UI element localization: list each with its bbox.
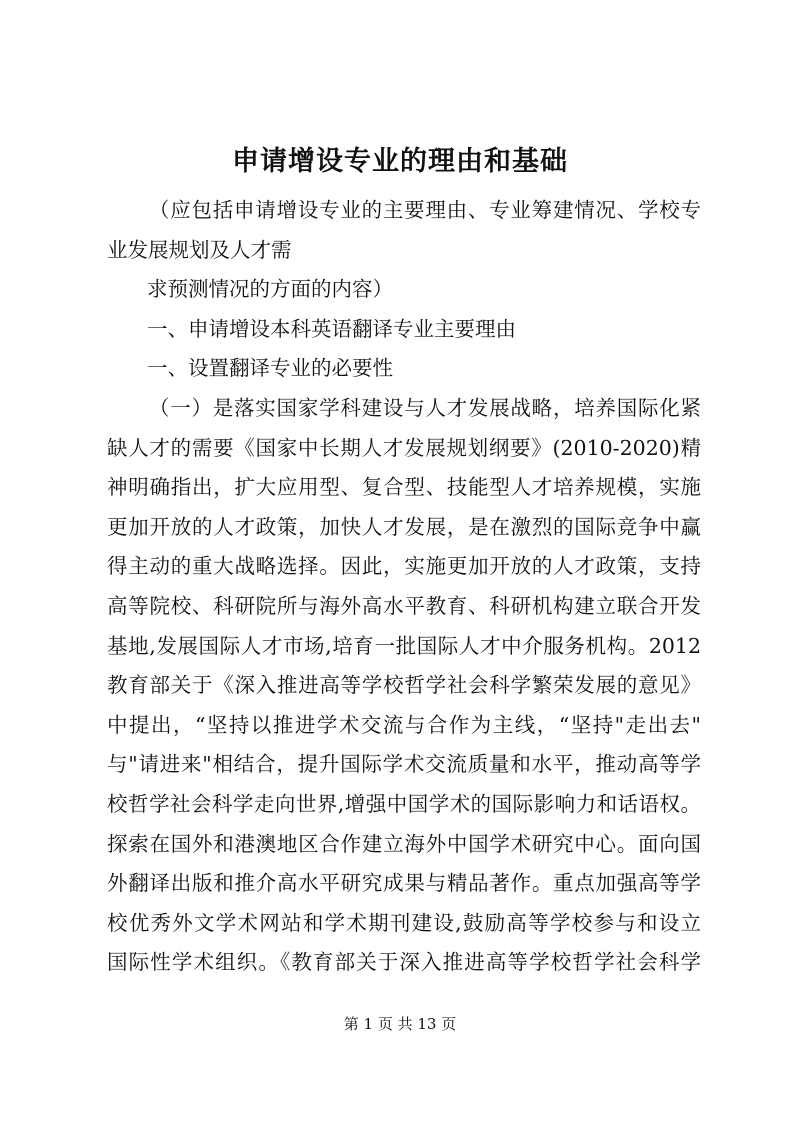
body-line: 中提出，“坚持以推进学术交流与合作为主线，“坚持"走出去" <box>107 712 701 737</box>
document-body <box>107 191 701 983</box>
body-line: 业发展规划及人才需 <box>107 237 292 262</box>
body-line: 神明确指出，扩大应用型、复合型、技能型人才培养规模，实施 <box>107 475 701 500</box>
body-line: 探索在国外和港澳地区合作建立海外中国学术研究中心。面向国 <box>107 831 701 856</box>
body-line: 得主动的重大战略选择。因此，实施更加开放的人才政策，支持 <box>107 554 701 579</box>
body-line: 更加开放的人才政策，加快人才发展，是在激烈的国际竞争中赢 <box>107 514 701 539</box>
document-title: 申请增设专业的理由和基础 <box>232 146 568 177</box>
body-line: 国际性学术组织。《教育部关于深入推进高等学校哲学社会科学 <box>107 950 701 975</box>
body-line: 外翻译出版和推介高水平研究成果与精品著作。重点加强高等学 <box>107 871 701 896</box>
body-line: 与"请进来"相结合，提升国际学术交流质量和水平，推动高等学 <box>107 752 701 777</box>
body-line: 基地,发展国际人才市场,培育一批国际人才中介服务机构。2012 <box>107 633 701 658</box>
page-number: 第 1 页 共 13 页 <box>343 1015 457 1033</box>
body-line: 缺人才的需要《国家中长期人才发展规划纲要》(2010-2020)精 <box>107 435 701 460</box>
body-line: 一、申请增设本科英语翻译专业主要理由 <box>147 316 516 341</box>
body-line: （应包括申请增设专业的主要理由、专业筹建情况、学校专 <box>149 198 701 222</box>
body-line: 校优秀外文学术网站和学术期刊建设,鼓励高等学校参与和设立 <box>107 910 701 935</box>
body-line: 教育部关于《深入推进高等学校哲学社会科学繁荣发展的意见》 <box>107 673 701 698</box>
body-line: 求预测情况的方面的内容） <box>147 277 393 302</box>
body-line: 校哲学社会科学走向世界,增强中国学术的国际影响力和话语权。 <box>107 791 701 816</box>
body-line: 一、设置翻译专业的必要性 <box>147 356 393 381</box>
body-line: 高等院校、科研院所与海外高水平教育、科研机构建立联合开发 <box>107 593 701 618</box>
body-line: （一）是落实国家学科建设与人才发展战略，培养国际化紧 <box>149 395 701 420</box>
